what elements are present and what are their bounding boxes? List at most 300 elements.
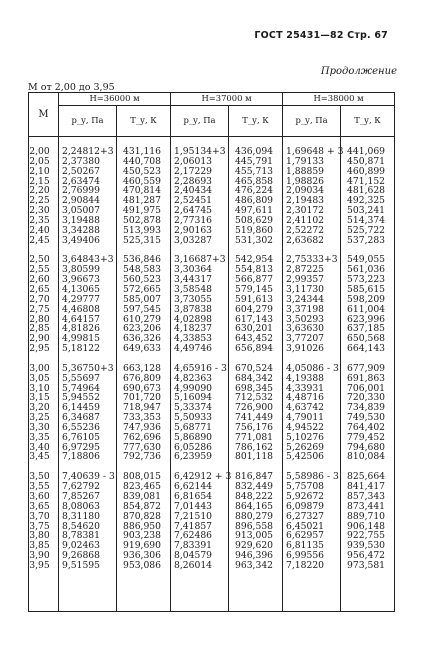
m-value: 2,30 xyxy=(29,206,59,216)
pressure-value: 2,30172 xyxy=(283,206,341,216)
pressure-value: 8,31180 xyxy=(59,512,117,522)
pressure-value: 6,34687 xyxy=(59,413,117,423)
temperature-value: 936,306 xyxy=(117,551,171,561)
m-value: 3,45 xyxy=(29,452,59,462)
temperature-value: 823,465 xyxy=(117,482,171,492)
temperature-value: 762,696 xyxy=(117,433,171,443)
table-row xyxy=(29,344,395,354)
pressure-value: 3,34288 xyxy=(59,226,117,236)
temperature-value: 956,472 xyxy=(341,551,395,561)
temperature-value: 712,532 xyxy=(229,393,283,403)
pressure-value: 5,42506 xyxy=(283,452,341,462)
temperature-value: 741,449 xyxy=(229,413,283,423)
m-value: 2,00 xyxy=(29,147,59,157)
pressure-value: 6,62144 xyxy=(171,482,229,492)
spacer-cell xyxy=(229,571,283,612)
temperature-value: 792,736 xyxy=(117,452,171,462)
pressure-value: 6,23959 xyxy=(171,452,229,462)
pressure-value: 7,83391 xyxy=(171,541,229,551)
m-value: 3,60 xyxy=(29,492,59,502)
temperature-value: 579,145 xyxy=(229,285,283,295)
pressure-value: 2,90844 xyxy=(59,196,117,206)
temperature-value: 698,345 xyxy=(229,384,283,394)
temperature-value: 656,894 xyxy=(229,344,283,354)
pressure-value: 3,96673 xyxy=(59,275,117,285)
temperature-value: 630,201 xyxy=(229,324,283,334)
temperature-value: 585,007 xyxy=(117,295,171,305)
pressure-value: 2,37380 xyxy=(59,157,117,167)
temperature-value: 854,872 xyxy=(117,502,171,512)
temperature-value: 810,084 xyxy=(341,452,395,462)
temperature-value: 734,839 xyxy=(341,403,395,413)
temperature-value: 531,302 xyxy=(229,236,283,246)
temperature-value: 436,094 xyxy=(229,147,283,157)
spacer-cell xyxy=(117,571,171,612)
temperature-value: 720,330 xyxy=(341,393,395,403)
temperature-value: 691,863 xyxy=(341,374,395,384)
m-value: 2,20 xyxy=(29,186,59,196)
pressure-value: 4,99815 xyxy=(59,334,117,344)
m-value: 2,90 xyxy=(29,334,59,344)
temperature-value: 649,633 xyxy=(117,344,171,354)
pressure-value: 6,99556 xyxy=(283,551,341,561)
temperature-value: 939,530 xyxy=(341,541,395,551)
pressure-value: 3,73055 xyxy=(171,295,229,305)
pressure-value: 7,62792 xyxy=(59,482,117,492)
m-value: 3,10 xyxy=(29,384,59,394)
pressure-value: 4,63742 xyxy=(283,403,341,413)
pressure-value: 2,75333+3 xyxy=(283,255,341,265)
pressure-value: 3,63630 xyxy=(283,324,341,334)
m-value: 2,80 xyxy=(29,315,59,325)
pressure-value: 5,36750+3 xyxy=(59,364,117,374)
m-value: 3,40 xyxy=(29,443,59,453)
pressure-value: 2,41102 xyxy=(283,216,341,226)
temperature-value: 684,342 xyxy=(229,374,283,384)
temperature-header: Т_у, К xyxy=(117,106,171,137)
m-value: 3,20 xyxy=(29,403,59,413)
table-bottom-spacer xyxy=(29,571,395,612)
pressure-value: 6,42912 + 3 xyxy=(171,472,229,482)
pressure-value: 7,18806 xyxy=(59,452,117,462)
pressure-value: 6,05286 xyxy=(171,443,229,453)
m-value: 2,10 xyxy=(29,167,59,177)
temperature-value: 919,690 xyxy=(117,541,171,551)
temperature-value: 560,523 xyxy=(117,275,171,285)
temperature-value: 870,828 xyxy=(117,512,171,522)
pressure-header: р_у, Па xyxy=(283,106,341,137)
spacer-cell xyxy=(29,571,59,612)
temperature-value: 470,814 xyxy=(117,186,171,196)
table-row xyxy=(29,561,395,571)
temperature-value: 566,877 xyxy=(229,275,283,285)
pressure-value: 2,19483 xyxy=(283,196,341,206)
group-header: H=37000 м xyxy=(171,93,283,106)
temperature-value: 786,162 xyxy=(229,443,283,453)
pressure-value: 6,55236 xyxy=(59,423,117,433)
pressure-value: 2,17229 xyxy=(171,167,229,177)
pressure-value: 3,77207 xyxy=(283,334,341,344)
pressure-header: р_у, Па xyxy=(59,106,117,137)
temperature-value: 963,342 xyxy=(229,561,283,571)
pressure-value: 5,33374 xyxy=(171,403,229,413)
temperature-value: 486,809 xyxy=(229,196,283,206)
pressure-value: 6,09879 xyxy=(283,502,341,512)
temperature-value: 841,417 xyxy=(341,482,395,492)
m-value: 2,05 xyxy=(29,157,59,167)
pressure-value: 3,87838 xyxy=(171,305,229,315)
temperature-value: 549,055 xyxy=(341,255,395,265)
temperature-value: 677,909 xyxy=(341,364,395,374)
temperature-value: 537,283 xyxy=(341,236,395,246)
temperature-value: 610,279 xyxy=(117,315,171,325)
mach-range-label: М от 2,00 до 3,95 xyxy=(28,82,115,93)
m-value: 3,80 xyxy=(29,531,59,541)
pressure-value: 6,81654 xyxy=(171,492,229,502)
pressure-value: 5,55697 xyxy=(59,374,117,384)
m-value: 2,95 xyxy=(29,344,59,354)
temperature-value: 896,558 xyxy=(229,522,283,532)
pressure-value: 2,77316 xyxy=(171,216,229,226)
pressure-value: 2,52451 xyxy=(171,196,229,206)
pressure-value: 3,24344 xyxy=(283,295,341,305)
temperature-value: 701,720 xyxy=(117,393,171,403)
pressure-value: 8,78381 xyxy=(59,531,117,541)
pressure-value: 7,41857 xyxy=(171,522,229,532)
temperature-value: 497,611 xyxy=(229,206,283,216)
m-value: 3,25 xyxy=(29,413,59,423)
pressure-value: 4,18237 xyxy=(171,324,229,334)
pressure-value: 4,82363 xyxy=(171,374,229,384)
temperature-value: 617,143 xyxy=(229,315,283,325)
temperature-value: 611,004 xyxy=(341,305,395,315)
m-value: 2,25 xyxy=(29,196,59,206)
spacer-cell xyxy=(59,571,117,612)
pressure-header: р_у, Па xyxy=(171,106,229,137)
temperature-value: 733,353 xyxy=(117,413,171,423)
m-value: 2,65 xyxy=(29,285,59,295)
pressure-value: 5,18122 xyxy=(59,344,117,354)
pressure-value: 5,74964 xyxy=(59,384,117,394)
temperature-value: 706,001 xyxy=(341,384,395,394)
temperature-value: 839,081 xyxy=(117,492,171,502)
m-value: 2,60 xyxy=(29,275,59,285)
temperature-value: 573,223 xyxy=(341,275,395,285)
temperature-value: 643,452 xyxy=(229,334,283,344)
pressure-value: 5,10276 xyxy=(283,433,341,443)
m-value: 2,35 xyxy=(29,216,59,226)
pressure-value: 2,63682 xyxy=(283,236,341,246)
m-value: 3,55 xyxy=(29,482,59,492)
pressure-value: 5,75708 xyxy=(283,482,341,492)
m-value: 3,95 xyxy=(29,561,59,571)
pressure-value: 6,76105 xyxy=(59,433,117,443)
temperature-value: 886,950 xyxy=(117,522,171,532)
pressure-value: 1,95134+3 xyxy=(171,147,229,157)
m-value: 2,40 xyxy=(29,226,59,236)
temperature-value: 450,523 xyxy=(117,167,171,177)
pressure-value: 9,26868 xyxy=(59,551,117,561)
pressure-value: 2,06013 xyxy=(171,157,229,167)
temperature-value: 519,860 xyxy=(229,226,283,236)
pressure-value: 2,50267 xyxy=(59,167,117,177)
pressure-value: 5,86890 xyxy=(171,433,229,443)
pressure-value: 3,91026 xyxy=(283,344,341,354)
temperature-value: 598,209 xyxy=(341,295,395,305)
temperature-value: 441,069 xyxy=(341,147,395,157)
temperature-value: 670,524 xyxy=(229,364,283,374)
pressure-value: 3,49406 xyxy=(59,236,117,246)
pressure-value: 2,64745 xyxy=(171,206,229,216)
pressure-value: 3,64843+3 xyxy=(59,255,117,265)
pressure-value: 4,33853 xyxy=(171,334,229,344)
temperature-header: Т_у, К xyxy=(229,106,283,137)
pressure-value: 4,48716 xyxy=(283,393,341,403)
temperature-value: 794,680 xyxy=(341,443,395,453)
temperature-value: 764,402 xyxy=(341,423,395,433)
temperature-value: 903,238 xyxy=(117,531,171,541)
temperature-value: 604,279 xyxy=(229,305,283,315)
pressure-value: 8,26014 xyxy=(171,561,229,571)
temperature-value: 756,176 xyxy=(229,423,283,433)
pressure-value: 4,29777 xyxy=(59,295,117,305)
temperature-value: 572,665 xyxy=(117,285,171,295)
pressure-value: 4,94522 xyxy=(283,423,341,433)
table-row xyxy=(29,236,395,246)
m-value: 3,90 xyxy=(29,551,59,561)
temperature-value: 726,900 xyxy=(229,403,283,413)
temperature-value: 481,628 xyxy=(341,186,395,196)
pressure-value: 1,79133 xyxy=(283,157,341,167)
temperature-value: 471,152 xyxy=(341,177,395,187)
spacer-cell xyxy=(341,571,395,612)
temperature-value: 536,846 xyxy=(117,255,171,265)
pressure-value: 5,50933 xyxy=(171,413,229,423)
m-value: 2,75 xyxy=(29,305,59,315)
temperature-value: 913,005 xyxy=(229,531,283,541)
temperature-value: 636,326 xyxy=(117,334,171,344)
temperature-value: 816,847 xyxy=(229,472,283,482)
temperature-value: 929,620 xyxy=(229,541,283,551)
m-value: 2,70 xyxy=(29,295,59,305)
temperature-value: 777,630 xyxy=(117,443,171,453)
pressure-value: 1,88859 xyxy=(283,167,341,177)
temperature-value: 864,165 xyxy=(229,502,283,512)
pressure-value: 4,79011 xyxy=(283,413,341,423)
m-value: 3,70 xyxy=(29,512,59,522)
pressure-value: 4,46808 xyxy=(59,305,117,315)
pressure-value: 3,05007 xyxy=(59,206,117,216)
temperature-value: 450,871 xyxy=(341,157,395,167)
pressure-value: 4,99090 xyxy=(171,384,229,394)
pressure-value: 6,62957 xyxy=(283,531,341,541)
pressure-value: 7,85267 xyxy=(59,492,117,502)
temperature-value: 525,315 xyxy=(117,236,171,246)
pressure-value: 4,05086 - 3 xyxy=(283,364,341,374)
temperature-value: 650,568 xyxy=(341,334,395,344)
m-value: 3,85 xyxy=(29,541,59,551)
pressure-value: 2,76999 xyxy=(59,186,117,196)
pressure-value: 5,26269 xyxy=(283,443,341,453)
temperature-value: 431,116 xyxy=(117,147,171,157)
pressure-value: 7,01443 xyxy=(171,502,229,512)
temperature-value: 554,813 xyxy=(229,265,283,275)
pressure-value: 8,04579 xyxy=(171,551,229,561)
temperature-value: 889,710 xyxy=(341,512,395,522)
pressure-value: 4,65916 - 3 xyxy=(171,364,229,374)
pressure-value: 4,81826 xyxy=(59,324,117,334)
temperature-value: 848,222 xyxy=(229,492,283,502)
m-value: 3,50 xyxy=(29,472,59,482)
temperature-value: 597,545 xyxy=(117,305,171,315)
temperature-value: 525,722 xyxy=(341,226,395,236)
spacer-cell xyxy=(171,571,229,612)
pressure-value: 3,44317 xyxy=(171,275,229,285)
atmosphere-table xyxy=(28,92,395,612)
pressure-value: 8,54620 xyxy=(59,522,117,532)
pressure-value: 6,97295 xyxy=(59,443,117,453)
pressure-value: 4,13065 xyxy=(59,285,117,295)
temperature-value: 476,224 xyxy=(229,186,283,196)
pressure-value: 2,40434 xyxy=(171,186,229,196)
m-value: 3,35 xyxy=(29,433,59,443)
pressure-value: 5,16094 xyxy=(171,393,229,403)
temperature-value: 513,993 xyxy=(117,226,171,236)
temperature-value: 503,241 xyxy=(341,206,395,216)
temperature-value: 561,036 xyxy=(341,265,395,275)
pressure-value: 3,50293 xyxy=(283,315,341,325)
pressure-value: 6,27327 xyxy=(283,512,341,522)
temperature-value: 502,878 xyxy=(117,216,171,226)
pressure-value: 9,02463 xyxy=(59,541,117,551)
pressure-value: 7,21510 xyxy=(171,512,229,522)
temperature-header: Т_у, К xyxy=(341,106,395,137)
pressure-value: 1,98826 xyxy=(283,177,341,187)
temperature-value: 460,559 xyxy=(117,177,171,187)
temperature-value: 771,081 xyxy=(229,433,283,443)
m-value: 3,65 xyxy=(29,502,59,512)
temperature-value: 481,287 xyxy=(117,196,171,206)
pressure-value: 1,69648 + 3 xyxy=(283,147,341,157)
pressure-value: 8,08063 xyxy=(59,502,117,512)
temperature-value: 718,947 xyxy=(117,403,171,413)
temperature-value: 973,581 xyxy=(341,561,395,571)
temperature-value: 460,899 xyxy=(341,167,395,177)
temperature-value: 747,936 xyxy=(117,423,171,433)
temperature-value: 880,279 xyxy=(229,512,283,522)
table-row xyxy=(29,452,395,462)
temperature-value: 922,755 xyxy=(341,531,395,541)
pressure-value: 2,90163 xyxy=(171,226,229,236)
temperature-value: 801,118 xyxy=(229,452,283,462)
temperature-value: 465,858 xyxy=(229,177,283,187)
pressure-value: 6,81135 xyxy=(283,541,341,551)
group-header: H=36000 м xyxy=(59,93,171,106)
temperature-value: 591,613 xyxy=(229,295,283,305)
temperature-value: 906,148 xyxy=(341,522,395,532)
temperature-value: 542,954 xyxy=(229,255,283,265)
temperature-value: 873,441 xyxy=(341,502,395,512)
pressure-value: 4,19388 xyxy=(283,374,341,384)
temperature-value: 623,206 xyxy=(117,324,171,334)
pressure-value: 3,37198 xyxy=(283,305,341,315)
pressure-value: 7,18220 xyxy=(283,561,341,571)
pressure-value: 5,92672 xyxy=(283,492,341,502)
m-value: 3,30 xyxy=(29,423,59,433)
m-value: 2,45 xyxy=(29,236,59,246)
pressure-value: 7,62486 xyxy=(171,531,229,541)
pressure-value: 2,09034 xyxy=(283,186,341,196)
temperature-value: 585,615 xyxy=(341,285,395,295)
pressure-value: 3,03287 xyxy=(171,236,229,246)
temperature-value: 514,374 xyxy=(341,216,395,226)
pressure-value: 3,80599 xyxy=(59,265,117,275)
pressure-value: 3,11730 xyxy=(283,285,341,295)
pressure-value: 2,28693 xyxy=(171,177,229,187)
pressure-value: 3,30364 xyxy=(171,265,229,275)
pressure-value: 6,45021 xyxy=(283,522,341,532)
temperature-value: 491,975 xyxy=(117,206,171,216)
temperature-value: 548,583 xyxy=(117,265,171,275)
pressure-value: 2,99357 xyxy=(283,275,341,285)
m-column-header: М xyxy=(29,93,59,137)
pressure-value: 3,16687+3 xyxy=(171,255,229,265)
pressure-value: 3,19488 xyxy=(59,216,117,226)
pressure-value: 3,58548 xyxy=(171,285,229,295)
m-value: 2,85 xyxy=(29,324,59,334)
pressure-value: 2,52272 xyxy=(283,226,341,236)
temperature-value: 440,708 xyxy=(117,157,171,167)
pressure-value: 4,49746 xyxy=(171,344,229,354)
m-value: 2,15 xyxy=(29,177,59,187)
temperature-value: 508,629 xyxy=(229,216,283,226)
spacer-cell xyxy=(283,571,341,612)
temperature-value: 779,452 xyxy=(341,433,395,443)
pressure-value: 5,58986 - 3 xyxy=(283,472,341,482)
temperature-value: 492,325 xyxy=(341,196,395,206)
temperature-value: 749,530 xyxy=(341,413,395,423)
temperature-value: 857,343 xyxy=(341,492,395,502)
temperature-value: 832,449 xyxy=(229,482,283,492)
pressure-value: 2,63474 xyxy=(59,177,117,187)
pressure-value: 2,87225 xyxy=(283,265,341,275)
temperature-value: 946,396 xyxy=(229,551,283,561)
page-header: ГОСТ 25431—82 Стр. 67 xyxy=(254,30,388,41)
pressure-value: 6,14459 xyxy=(59,403,117,413)
temperature-value: 663,128 xyxy=(117,364,171,374)
pressure-value: 4,33931 xyxy=(283,384,341,394)
temperature-value: 953,086 xyxy=(117,561,171,571)
temperature-value: 623,996 xyxy=(341,315,395,325)
group-header: H=38000 м xyxy=(283,93,395,106)
m-value: 3,05 xyxy=(29,374,59,384)
m-value: 3,15 xyxy=(29,393,59,403)
pressure-value: 7,40639 - 3 xyxy=(59,472,117,482)
pressure-value: 4,02898 xyxy=(171,315,229,325)
pressure-value: 5,68771 xyxy=(171,423,229,433)
m-value: 3,75 xyxy=(29,522,59,532)
temperature-value: 690,673 xyxy=(117,384,171,394)
m-value: 2,50 xyxy=(29,255,59,265)
m-value: 2,55 xyxy=(29,265,59,275)
temperature-value: 825,664 xyxy=(341,472,395,482)
temperature-value: 445,791 xyxy=(229,157,283,167)
temperature-value: 676,809 xyxy=(117,374,171,384)
pressure-value: 9,51595 xyxy=(59,561,117,571)
temperature-value: 664,143 xyxy=(341,344,395,354)
pressure-value: 4,64157 xyxy=(59,315,117,325)
pressure-value: 2,24812+3 xyxy=(59,147,117,157)
